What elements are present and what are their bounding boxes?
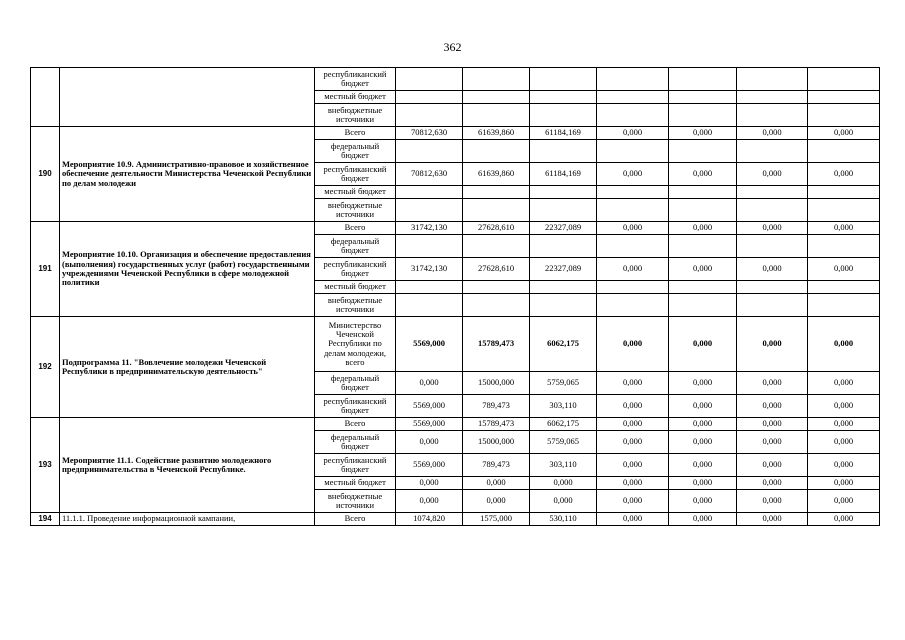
value-cell: 0,000 (808, 418, 880, 431)
value-cell: 0,000 (737, 454, 808, 477)
value-cell (463, 186, 530, 199)
value-cell: 789,473 (463, 395, 530, 418)
value-cell (463, 140, 530, 163)
value-cell (597, 68, 669, 91)
value-cell: 0,000 (669, 513, 737, 526)
value-cell (737, 281, 808, 294)
value-cell (597, 294, 669, 317)
value-cell: 0,000 (808, 127, 880, 140)
value-cell (737, 68, 808, 91)
value-cell: 0,000 (597, 477, 669, 490)
value-cell (737, 294, 808, 317)
value-cell (669, 186, 737, 199)
value-cell (669, 235, 737, 258)
value-cell (463, 104, 530, 127)
table-row (31, 418, 880, 431)
value-cell: 22327,089 (530, 222, 597, 235)
value-cell: 0,000 (669, 163, 737, 186)
value-cell: 303,110 (530, 454, 597, 477)
value-cell: 5569,000 (396, 317, 463, 372)
value-cell: 789,473 (463, 454, 530, 477)
value-cell (597, 235, 669, 258)
value-cell: 70812,630 (396, 127, 463, 140)
value-cell: 0,000 (463, 477, 530, 490)
funding-source: внебюджетные источники (315, 294, 396, 317)
funding-source: федеральный бюджет (315, 140, 396, 163)
value-cell (597, 199, 669, 222)
value-cell: 0,000 (808, 477, 880, 490)
activity-name: Мероприятие 10.9. Административно-правовое и хозяйственное обеспечение деятельности Министерства Чеченской Республики по делам молодежи (60, 127, 315, 222)
value-cell: 0,000 (808, 372, 880, 395)
value-cell: 0,000 (530, 490, 597, 513)
value-cell: 0,000 (808, 317, 880, 372)
value-cell (669, 91, 737, 104)
value-cell (597, 140, 669, 163)
funding-source: республиканский бюджет (315, 163, 396, 186)
value-cell (530, 294, 597, 317)
value-cell: 0,000 (597, 317, 669, 372)
value-cell: 0,000 (808, 222, 880, 235)
value-cell (808, 199, 880, 222)
funding-source: внебюджетные источники (315, 104, 396, 127)
value-cell: 0,000 (808, 395, 880, 418)
value-cell: 6062,175 (530, 418, 597, 431)
value-cell: 0,000 (669, 127, 737, 140)
value-cell: 0,000 (396, 477, 463, 490)
activity-name: Подпрограмма 11. "Вовлечение молодежи Чеченской Республики в предпринимательскую деятельность" (60, 317, 315, 418)
value-cell (597, 104, 669, 127)
value-cell: 15000,000 (463, 372, 530, 395)
funding-source: внебюджетные источники (315, 490, 396, 513)
value-cell: 0,000 (808, 490, 880, 513)
value-cell (669, 281, 737, 294)
value-cell: 0,000 (737, 431, 808, 454)
value-cell: 61639,860 (463, 163, 530, 186)
value-cell: 0,000 (597, 454, 669, 477)
value-cell: 0,000 (737, 127, 808, 140)
funding-source: республиканский бюджет (315, 454, 396, 477)
value-cell: 70812,630 (396, 163, 463, 186)
value-cell: 0,000 (669, 317, 737, 372)
value-cell (808, 140, 880, 163)
budget-table (30, 67, 880, 526)
funding-source: местный бюджет (315, 281, 396, 294)
value-cell: 0,000 (597, 372, 669, 395)
value-cell (530, 91, 597, 104)
value-cell: 0,000 (737, 418, 808, 431)
value-cell: 1074,820 (396, 513, 463, 526)
value-cell: 0,000 (737, 317, 808, 372)
value-cell: 0,000 (597, 163, 669, 186)
value-cell: 27628,610 (463, 258, 530, 281)
value-cell: 31742,130 (396, 222, 463, 235)
funding-source: республиканский бюджет (315, 68, 396, 91)
table-row (31, 127, 880, 140)
value-cell: 0,000 (669, 372, 737, 395)
value-cell: 0,000 (737, 222, 808, 235)
value-cell: 27628,610 (463, 222, 530, 235)
value-cell: 22327,089 (530, 258, 597, 281)
value-cell (396, 186, 463, 199)
value-cell: 1575,000 (463, 513, 530, 526)
activity-name: Мероприятие 10.10. Организация и обеспечение предоставления (выполнения) государственных услуг (работ) государственными учреждениями Чеченской Республики в сфере молодежной политики (60, 222, 315, 317)
value-cell: 0,000 (463, 490, 530, 513)
value-cell: 0,000 (808, 454, 880, 477)
value-cell: 0,000 (597, 431, 669, 454)
value-cell (669, 104, 737, 127)
value-cell (396, 235, 463, 258)
value-cell (669, 140, 737, 163)
value-cell (396, 68, 463, 91)
value-cell (463, 235, 530, 258)
value-cell (463, 68, 530, 91)
row-number: 190 (31, 127, 60, 222)
value-cell: 0,000 (669, 477, 737, 490)
funding-source: местный бюджет (315, 477, 396, 490)
value-cell: 61184,169 (530, 127, 597, 140)
row-number: 191 (31, 222, 60, 317)
value-cell: 0,000 (669, 418, 737, 431)
value-cell: 0,000 (669, 431, 737, 454)
value-cell (597, 281, 669, 294)
value-cell (530, 104, 597, 127)
funding-source: федеральный бюджет (315, 431, 396, 454)
value-cell (808, 235, 880, 258)
value-cell: 0,000 (597, 490, 669, 513)
value-cell: 0,000 (597, 127, 669, 140)
value-cell: 0,000 (808, 163, 880, 186)
funding-source: Всего (315, 127, 396, 140)
value-cell (396, 91, 463, 104)
activity-name: 11.1.1. Проведение информационной кампании, (60, 513, 315, 526)
value-cell: 530,110 (530, 513, 597, 526)
table-row (31, 222, 880, 235)
value-cell (737, 199, 808, 222)
value-cell (396, 294, 463, 317)
funding-source: внебюджетные источники (315, 199, 396, 222)
value-cell (530, 199, 597, 222)
activity-name: Мероприятие 11.1. Содействие развитию молодежного предпринимательства в Чеченской Республике. (60, 418, 315, 513)
value-cell (669, 199, 737, 222)
row-number: 192 (31, 317, 60, 418)
value-cell: 0,000 (737, 490, 808, 513)
value-cell (530, 235, 597, 258)
value-cell (808, 104, 880, 127)
value-cell (669, 294, 737, 317)
value-cell (530, 186, 597, 199)
value-cell: 0,000 (669, 490, 737, 513)
value-cell: 31742,130 (396, 258, 463, 281)
value-cell: 0,000 (669, 222, 737, 235)
value-cell: 0,000 (737, 477, 808, 490)
value-cell: 0,000 (808, 431, 880, 454)
value-cell: 0,000 (808, 513, 880, 526)
activity-name (60, 68, 315, 127)
value-cell (463, 199, 530, 222)
value-cell (808, 294, 880, 317)
funding-source: Всего (315, 222, 396, 235)
value-cell (396, 281, 463, 294)
value-cell: 0,000 (597, 395, 669, 418)
value-cell: 5569,000 (396, 454, 463, 477)
value-cell: 5759,065 (530, 431, 597, 454)
value-cell (463, 281, 530, 294)
value-cell: 61184,169 (530, 163, 597, 186)
page-number: 362 (443, 40, 462, 54)
value-cell (530, 140, 597, 163)
value-cell: 15000,000 (463, 431, 530, 454)
value-cell: 0,000 (737, 163, 808, 186)
value-cell (737, 104, 808, 127)
value-cell: 0,000 (737, 258, 808, 281)
value-cell: 0,000 (396, 431, 463, 454)
funding-source: федеральный бюджет (315, 235, 396, 258)
funding-source: Всего (315, 418, 396, 431)
value-cell: 15789,473 (463, 418, 530, 431)
value-cell: 303,110 (530, 395, 597, 418)
value-cell: 0,000 (737, 513, 808, 526)
value-cell: 0,000 (669, 258, 737, 281)
value-cell: 0,000 (597, 513, 669, 526)
value-cell: 0,000 (737, 395, 808, 418)
funding-source: республиканский бюджет (315, 395, 396, 418)
value-cell (808, 281, 880, 294)
funding-source: Всего (315, 513, 396, 526)
value-cell (737, 186, 808, 199)
funding-source: республиканский бюджет (315, 258, 396, 281)
table-row (31, 317, 880, 372)
value-cell (737, 140, 808, 163)
value-cell (737, 91, 808, 104)
value-cell: 61639,860 (463, 127, 530, 140)
value-cell: 0,000 (737, 372, 808, 395)
value-cell (737, 235, 808, 258)
value-cell (530, 281, 597, 294)
value-cell: 0,000 (669, 395, 737, 418)
value-cell (597, 186, 669, 199)
value-cell (463, 91, 530, 104)
row-number: 193 (31, 418, 60, 513)
value-cell (669, 68, 737, 91)
table-row (31, 513, 880, 526)
funding-source: местный бюджет (315, 91, 396, 104)
value-cell: 6062,175 (530, 317, 597, 372)
value-cell: 5759,065 (530, 372, 597, 395)
value-cell (463, 294, 530, 317)
value-cell: 0,000 (396, 372, 463, 395)
value-cell: 0,000 (530, 477, 597, 490)
value-cell: 0,000 (597, 222, 669, 235)
table-row (31, 68, 880, 91)
value-cell: 0,000 (669, 454, 737, 477)
row-number (31, 68, 60, 127)
value-cell: 0,000 (597, 258, 669, 281)
value-cell: 15789,473 (463, 317, 530, 372)
value-cell: 5569,000 (396, 395, 463, 418)
value-cell (808, 91, 880, 104)
value-cell (530, 68, 597, 91)
value-cell (396, 140, 463, 163)
funding-source: местный бюджет (315, 186, 396, 199)
funding-source: Министерство Чеченской Республики по делам молодежи, всего (315, 317, 396, 372)
value-cell (396, 199, 463, 222)
value-cell: 0,000 (597, 418, 669, 431)
value-cell: 5569,000 (396, 418, 463, 431)
row-number: 194 (31, 513, 60, 526)
value-cell: 0,000 (808, 258, 880, 281)
value-cell (396, 104, 463, 127)
value-cell (808, 186, 880, 199)
value-cell: 0,000 (396, 490, 463, 513)
value-cell (808, 68, 880, 91)
funding-source: федеральный бюджет (315, 372, 396, 395)
value-cell (597, 91, 669, 104)
